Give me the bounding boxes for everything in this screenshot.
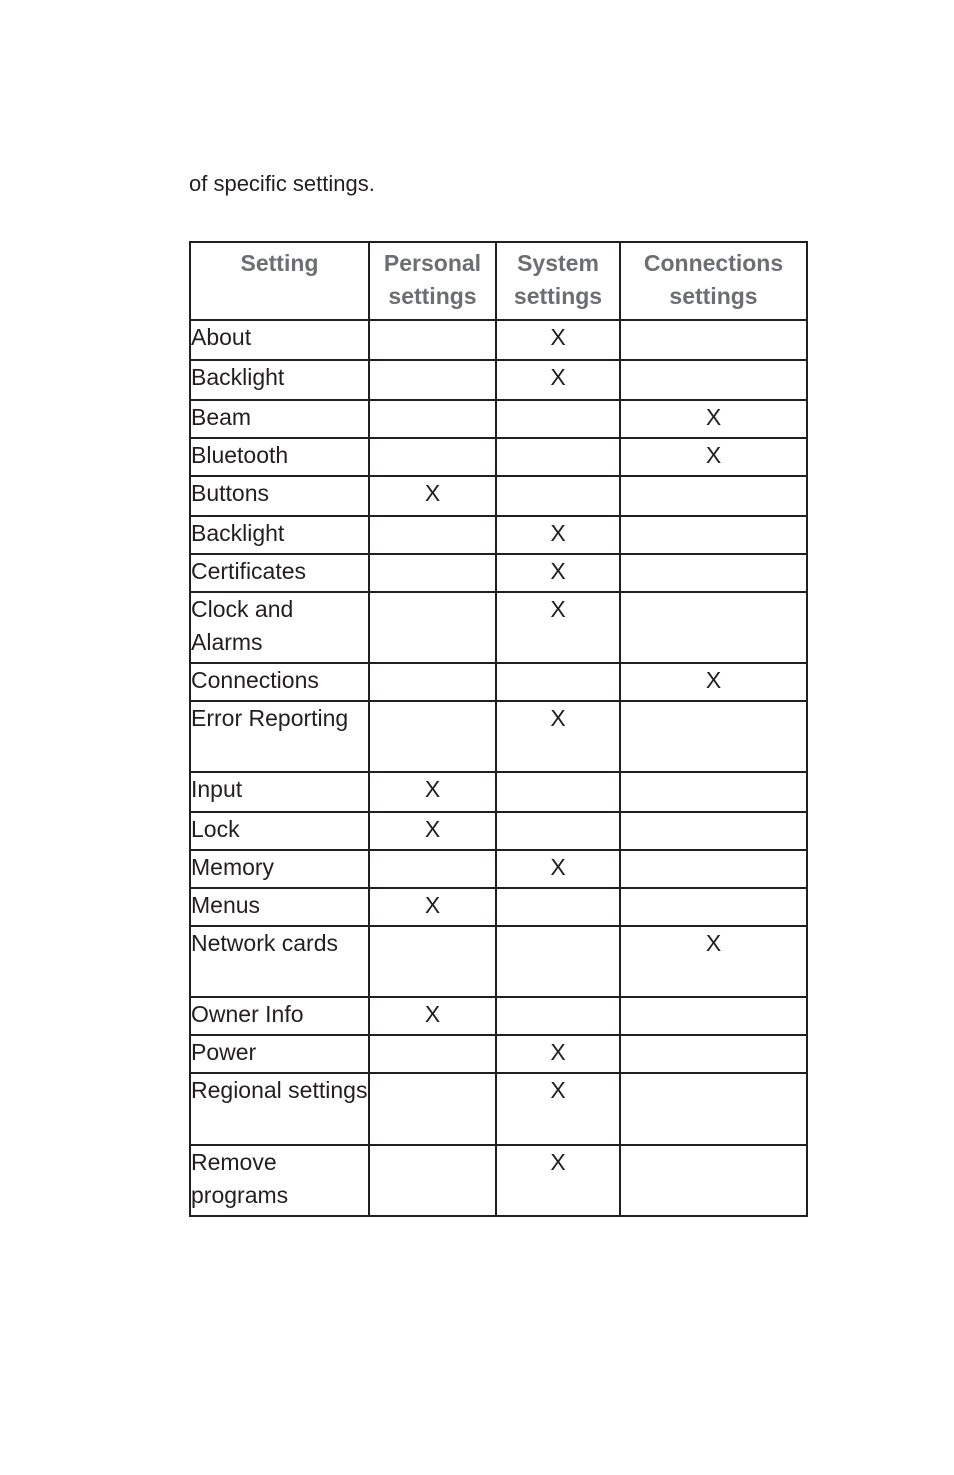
system-cell xyxy=(496,438,620,476)
connections-cell: X xyxy=(620,400,807,438)
setting-cell: Beam xyxy=(190,400,369,438)
connections-cell xyxy=(620,320,807,360)
column-header-connections: Connections settings xyxy=(620,242,807,320)
connections-cell xyxy=(620,516,807,554)
personal-cell xyxy=(369,1035,496,1073)
personal-cell xyxy=(369,554,496,592)
setting-cell: Input xyxy=(190,772,369,812)
setting-cell: Network cards xyxy=(190,926,369,997)
system-cell: X xyxy=(496,360,620,400)
setting-cell: Menus xyxy=(190,888,369,926)
connections-cell xyxy=(620,1145,807,1216)
table-row xyxy=(190,926,807,997)
setting-cell: Clock and Alarms xyxy=(190,592,369,663)
table-row xyxy=(190,663,807,701)
personal-cell xyxy=(369,438,496,476)
system-cell: X xyxy=(496,1035,620,1073)
personal-cell xyxy=(369,663,496,701)
setting-cell: Backlight xyxy=(190,360,369,400)
table-row xyxy=(190,320,807,360)
column-header-setting: Setting xyxy=(190,242,369,320)
setting-cell: Regional settings xyxy=(190,1073,369,1145)
setting-cell: Certificates xyxy=(190,554,369,592)
system-cell: X xyxy=(496,516,620,554)
personal-cell xyxy=(369,926,496,997)
connections-cell: X xyxy=(620,438,807,476)
setting-cell: Remove programs xyxy=(190,1145,369,1216)
connections-cell xyxy=(620,997,807,1035)
personal-cell xyxy=(369,516,496,554)
table-row xyxy=(190,1035,807,1073)
connections-cell xyxy=(620,812,807,850)
table-row xyxy=(190,516,807,554)
personal-cell xyxy=(369,1073,496,1145)
personal-cell: X xyxy=(369,997,496,1035)
table-row xyxy=(190,1073,807,1145)
settings-table xyxy=(189,241,808,1217)
system-cell xyxy=(496,400,620,438)
table-row xyxy=(190,997,807,1035)
connections-cell: X xyxy=(620,663,807,701)
personal-cell xyxy=(369,1145,496,1216)
table-header-row xyxy=(190,242,807,320)
system-cell xyxy=(496,663,620,701)
table-row xyxy=(190,360,807,400)
system-cell xyxy=(496,476,620,516)
column-header-personal: Personal settings xyxy=(369,242,496,320)
personal-cell: X xyxy=(369,812,496,850)
table-row xyxy=(190,812,807,850)
table-row xyxy=(190,1145,807,1216)
setting-cell: Bluetooth xyxy=(190,438,369,476)
personal-cell xyxy=(369,701,496,772)
connections-cell xyxy=(620,772,807,812)
system-cell xyxy=(496,812,620,850)
table-row xyxy=(190,476,807,516)
personal-cell xyxy=(369,360,496,400)
personal-cell: X xyxy=(369,888,496,926)
connections-cell xyxy=(620,701,807,772)
personal-cell xyxy=(369,320,496,360)
connections-cell xyxy=(620,476,807,516)
table-row xyxy=(190,592,807,663)
table-body xyxy=(190,320,807,1216)
setting-cell: About xyxy=(190,320,369,360)
setting-cell: Owner Info xyxy=(190,997,369,1035)
connections-cell xyxy=(620,360,807,400)
system-cell: X xyxy=(496,701,620,772)
connections-cell: X xyxy=(620,926,807,997)
table-row xyxy=(190,400,807,438)
connections-cell xyxy=(620,1073,807,1145)
system-cell: X xyxy=(496,850,620,888)
setting-cell: Backlight xyxy=(190,516,369,554)
system-cell: X xyxy=(496,1145,620,1216)
connections-cell xyxy=(620,592,807,663)
setting-cell: Memory xyxy=(190,850,369,888)
table-row xyxy=(190,850,807,888)
setting-cell: Connections xyxy=(190,663,369,701)
system-cell xyxy=(496,997,620,1035)
connections-cell xyxy=(620,850,807,888)
table-row xyxy=(190,701,807,772)
connections-cell xyxy=(620,554,807,592)
system-cell: X xyxy=(496,320,620,360)
system-cell: X xyxy=(496,1073,620,1145)
setting-cell: Lock xyxy=(190,812,369,850)
setting-cell: Buttons xyxy=(190,476,369,516)
connections-cell xyxy=(620,1035,807,1073)
table-row xyxy=(190,772,807,812)
column-header-system: System settings xyxy=(496,242,620,320)
system-cell: X xyxy=(496,554,620,592)
connections-cell xyxy=(620,888,807,926)
intro-text: of specific settings. xyxy=(189,171,375,196)
personal-cell: X xyxy=(369,476,496,516)
personal-cell xyxy=(369,850,496,888)
system-cell xyxy=(496,926,620,997)
personal-cell xyxy=(369,400,496,438)
table-row xyxy=(190,888,807,926)
system-cell xyxy=(496,888,620,926)
system-cell: X xyxy=(496,592,620,663)
table-row xyxy=(190,438,807,476)
personal-cell xyxy=(369,592,496,663)
personal-cell: X xyxy=(369,772,496,812)
setting-cell: Error Reporting xyxy=(190,701,369,772)
setting-cell: Power xyxy=(190,1035,369,1073)
table-row xyxy=(190,554,807,592)
system-cell xyxy=(496,772,620,812)
